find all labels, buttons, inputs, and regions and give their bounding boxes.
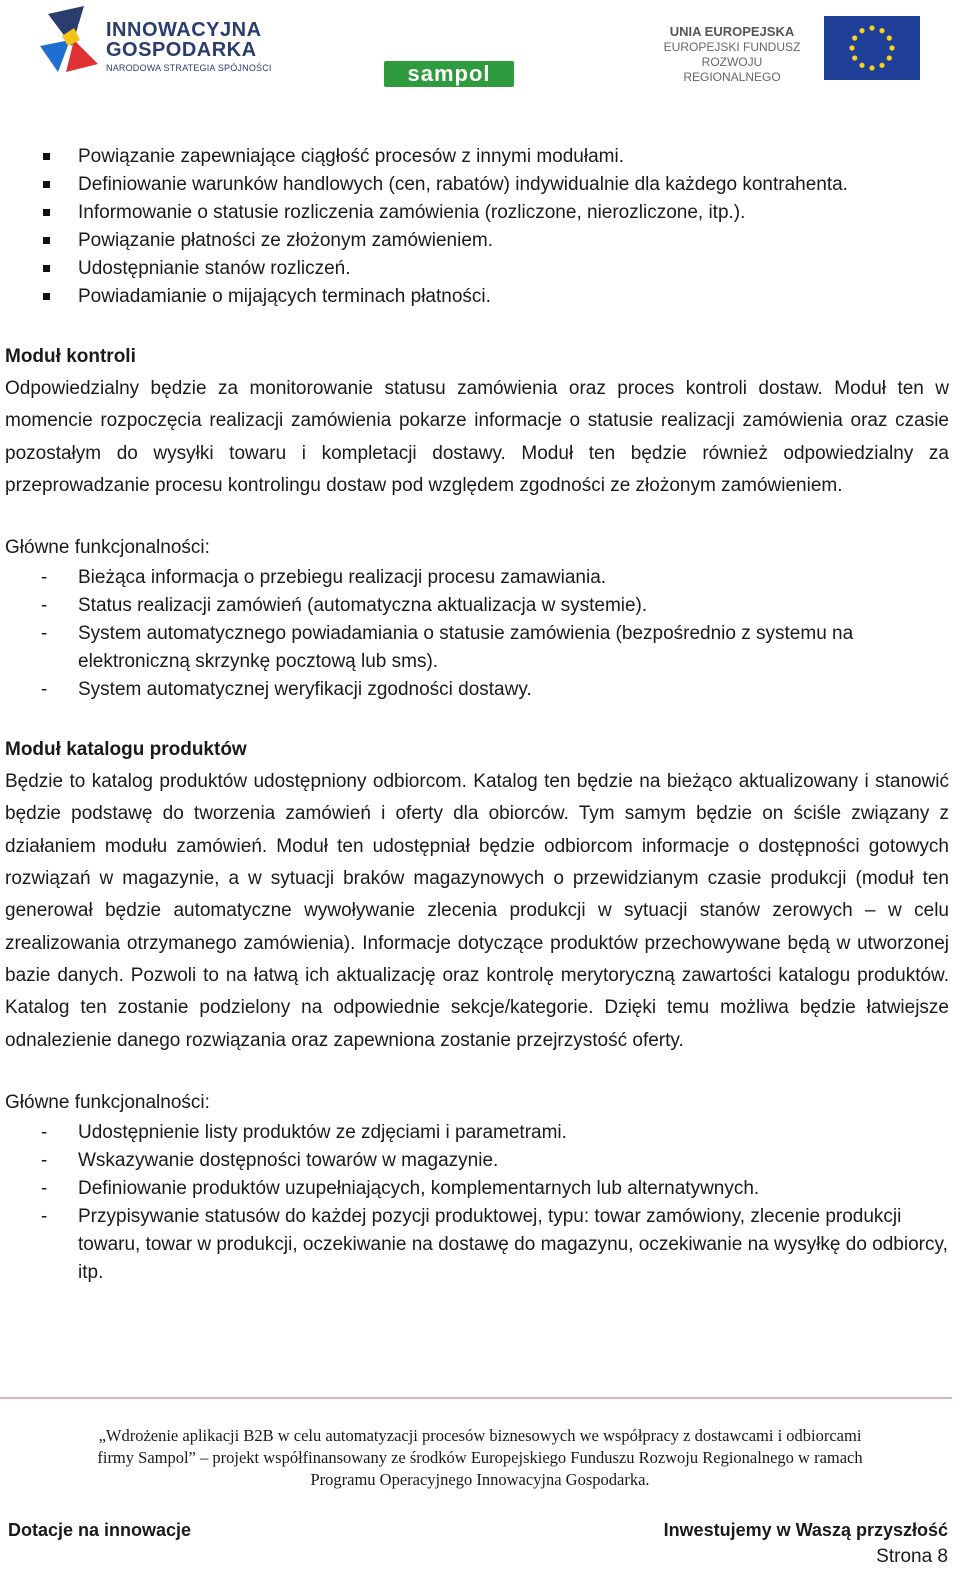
list-item: - System automatycznej weryfikacji zgodności dostawy. bbox=[5, 676, 949, 704]
innowacyjna-logo-line3: NARODOWA STRATEGIA SPÓJNOŚCI bbox=[106, 63, 272, 73]
list-item: - Status realizacji zamówień (automatyczna aktualizacja w systemie). bbox=[5, 592, 949, 620]
section-heading-modul-katalogu: Moduł katalogu produktów bbox=[5, 739, 247, 761]
innowacyjna-logo-line1: INNOWACYJNA bbox=[106, 19, 262, 41]
paragraph-modul-katalogu: Będzie to katalog produktów udostępniony odbiorcom. Katalog ten będzie na bieżąco aktualizowany i stanowić będzie podstawę do tworzenia zamówień i oferty dla obiorców. Tym samym będzie on ściśle związany z działaniem modułu zamówień. Moduł ten udostępniał będzie odbiorcom informacje o dostępności gotowych rozwiązań w magazynie, a w sytuacji braków magazynowych o przewidzianym czasie produkcji (moduł ten generował będzie automatyczne wywoływanie zlecenia produkcji w sytuacji stanów zerowych – w celu zrealizowania otrzymanego zamówienia). Informacje dotyczące produktów przechowywane będą w utworzonej bazie danych. Pozwoli to na łatwą ich aktualizację oraz kontrolę merytoryczną zawartości katalogu produktów. Katalog ten zostanie podzielony na odpowiednie sekcje/kategorie. Dzięki temu możliwa będzie łatwiejsze odnalezienie danego rozwiązania oraz zapewniona zostanie przejrzystość oferty. bbox=[5, 771, 949, 1051]
list-item: - Przypisywanie statusów do każdej pozycji produktowej, typu: towar zamówiony, zlecenie produkcji towaru, towar w produkcji, oczekiwanie na dostawę do magazynu, oczekiwanie na wysyłkę do odbiorcy, itp. bbox=[5, 1203, 949, 1287]
feature-bullet-list bbox=[5, 143, 949, 311]
functions-list-katalogu bbox=[5, 1119, 949, 1287]
page-number: Strona 8 bbox=[876, 1546, 948, 1567]
list-item: - Bieżąca informacja o przebiegu realizacji procesu zamawiania. bbox=[5, 564, 949, 592]
list-item: - System automatycznego powiadamiania o statusie zamówienia (bezpośrednio z systemu na elektroniczną skrzynkę pocztową lub sms). bbox=[5, 620, 949, 676]
list-item: Definiowanie warunków handlowych (cen, rabatów) indywidualnie dla każdego kontrahenta. bbox=[5, 171, 949, 199]
functions-label: Główne funkcjonalności: bbox=[5, 1091, 210, 1113]
section-heading-modul-kontroli: Moduł kontroli bbox=[5, 346, 136, 367]
footer-project-note bbox=[10, 1425, 950, 1491]
innowacyjna-logo-line2: GOSPODARKA bbox=[106, 39, 257, 61]
paragraph-modul-kontroli: Odpowiedzialny będzie za monitorowanie statusu zamówienia oraz proces kontroli dostaw. Moduł ten w momencie rozpoczęcia realizacji zamówienia pokarze informacje o statusie realizacji zamówienia oraz czasie pozostałym do wysyłki towaru i kompletacji dostawy. Moduł ten będzie również odpowiedzialny za przeprowadzanie procesu kontrolingu dostaw pod względem zgodności ze złożonym zamówieniem. bbox=[5, 378, 949, 496]
innowacyjna-gospodarka-logo bbox=[40, 6, 280, 76]
document-body bbox=[5, 143, 949, 1287]
footer-project-line3: Programu Operacyjnego Innowacyjna Gospodarka. bbox=[310, 1470, 650, 1489]
functions-label: Główne funkcjonalności: bbox=[5, 537, 210, 559]
footer-divider bbox=[0, 1397, 952, 1399]
footer-slogan-right: Inwestujemy w Waszą przyszłość bbox=[663, 1520, 948, 1540]
eu-logo-line1: UNIA EUROPEJSKA bbox=[669, 24, 795, 39]
list-item: Powiązanie zapewniające ciągłość procesów z innymi modułami. bbox=[5, 143, 949, 171]
functions-list-kontroli bbox=[5, 564, 949, 704]
sampol-logo-text: sampol bbox=[407, 61, 491, 86]
list-item: - Wskazywanie dostępności towarów w magazynie. bbox=[5, 1147, 949, 1175]
list-item: Powiązanie płatności ze złożonym zamówieniem. bbox=[5, 227, 949, 255]
list-item: Informowanie o statusie rozliczenia zamówienia (rozliczone, nierozliczone, itp.). bbox=[5, 199, 949, 227]
eu-logo-line2: EUROPEJSKI FUNDUSZ bbox=[663, 40, 801, 54]
footer-project-line1: „Wdrożenie aplikacji B2B w celu automatyzacji procesów biznesowych we współpracy z dostawcami i odbiorcami bbox=[98, 1426, 862, 1445]
sampol-logo bbox=[384, 61, 514, 87]
innowacyjna-star-icon bbox=[40, 6, 100, 76]
footer-project-line2: firmy Sampol” – projekt współfinansowany ze środków Europejskiego Funduszu Rozwoju Regionalnego w ramach bbox=[97, 1448, 863, 1467]
list-item: Powiadamianie o mijających terminach płatności. bbox=[5, 283, 949, 311]
page-header bbox=[0, 0, 960, 100]
eu-logo-line3: ROZWOJU REGIONALNEGO bbox=[683, 55, 781, 84]
list-item: Udostępnianie stanów rozliczeń. bbox=[5, 255, 949, 283]
list-item: - Udostępnienie listy produktów ze zdjęciami i parametrami. bbox=[5, 1119, 949, 1147]
list-item: - Definiowanie produktów uzupełniających, komplementarnych lub alternatywnych. bbox=[5, 1175, 949, 1203]
eu-logo-text bbox=[652, 24, 812, 85]
footer-slogan-left: Dotacje na innowacje bbox=[8, 1520, 192, 1540]
eu-flag-icon bbox=[824, 16, 920, 80]
